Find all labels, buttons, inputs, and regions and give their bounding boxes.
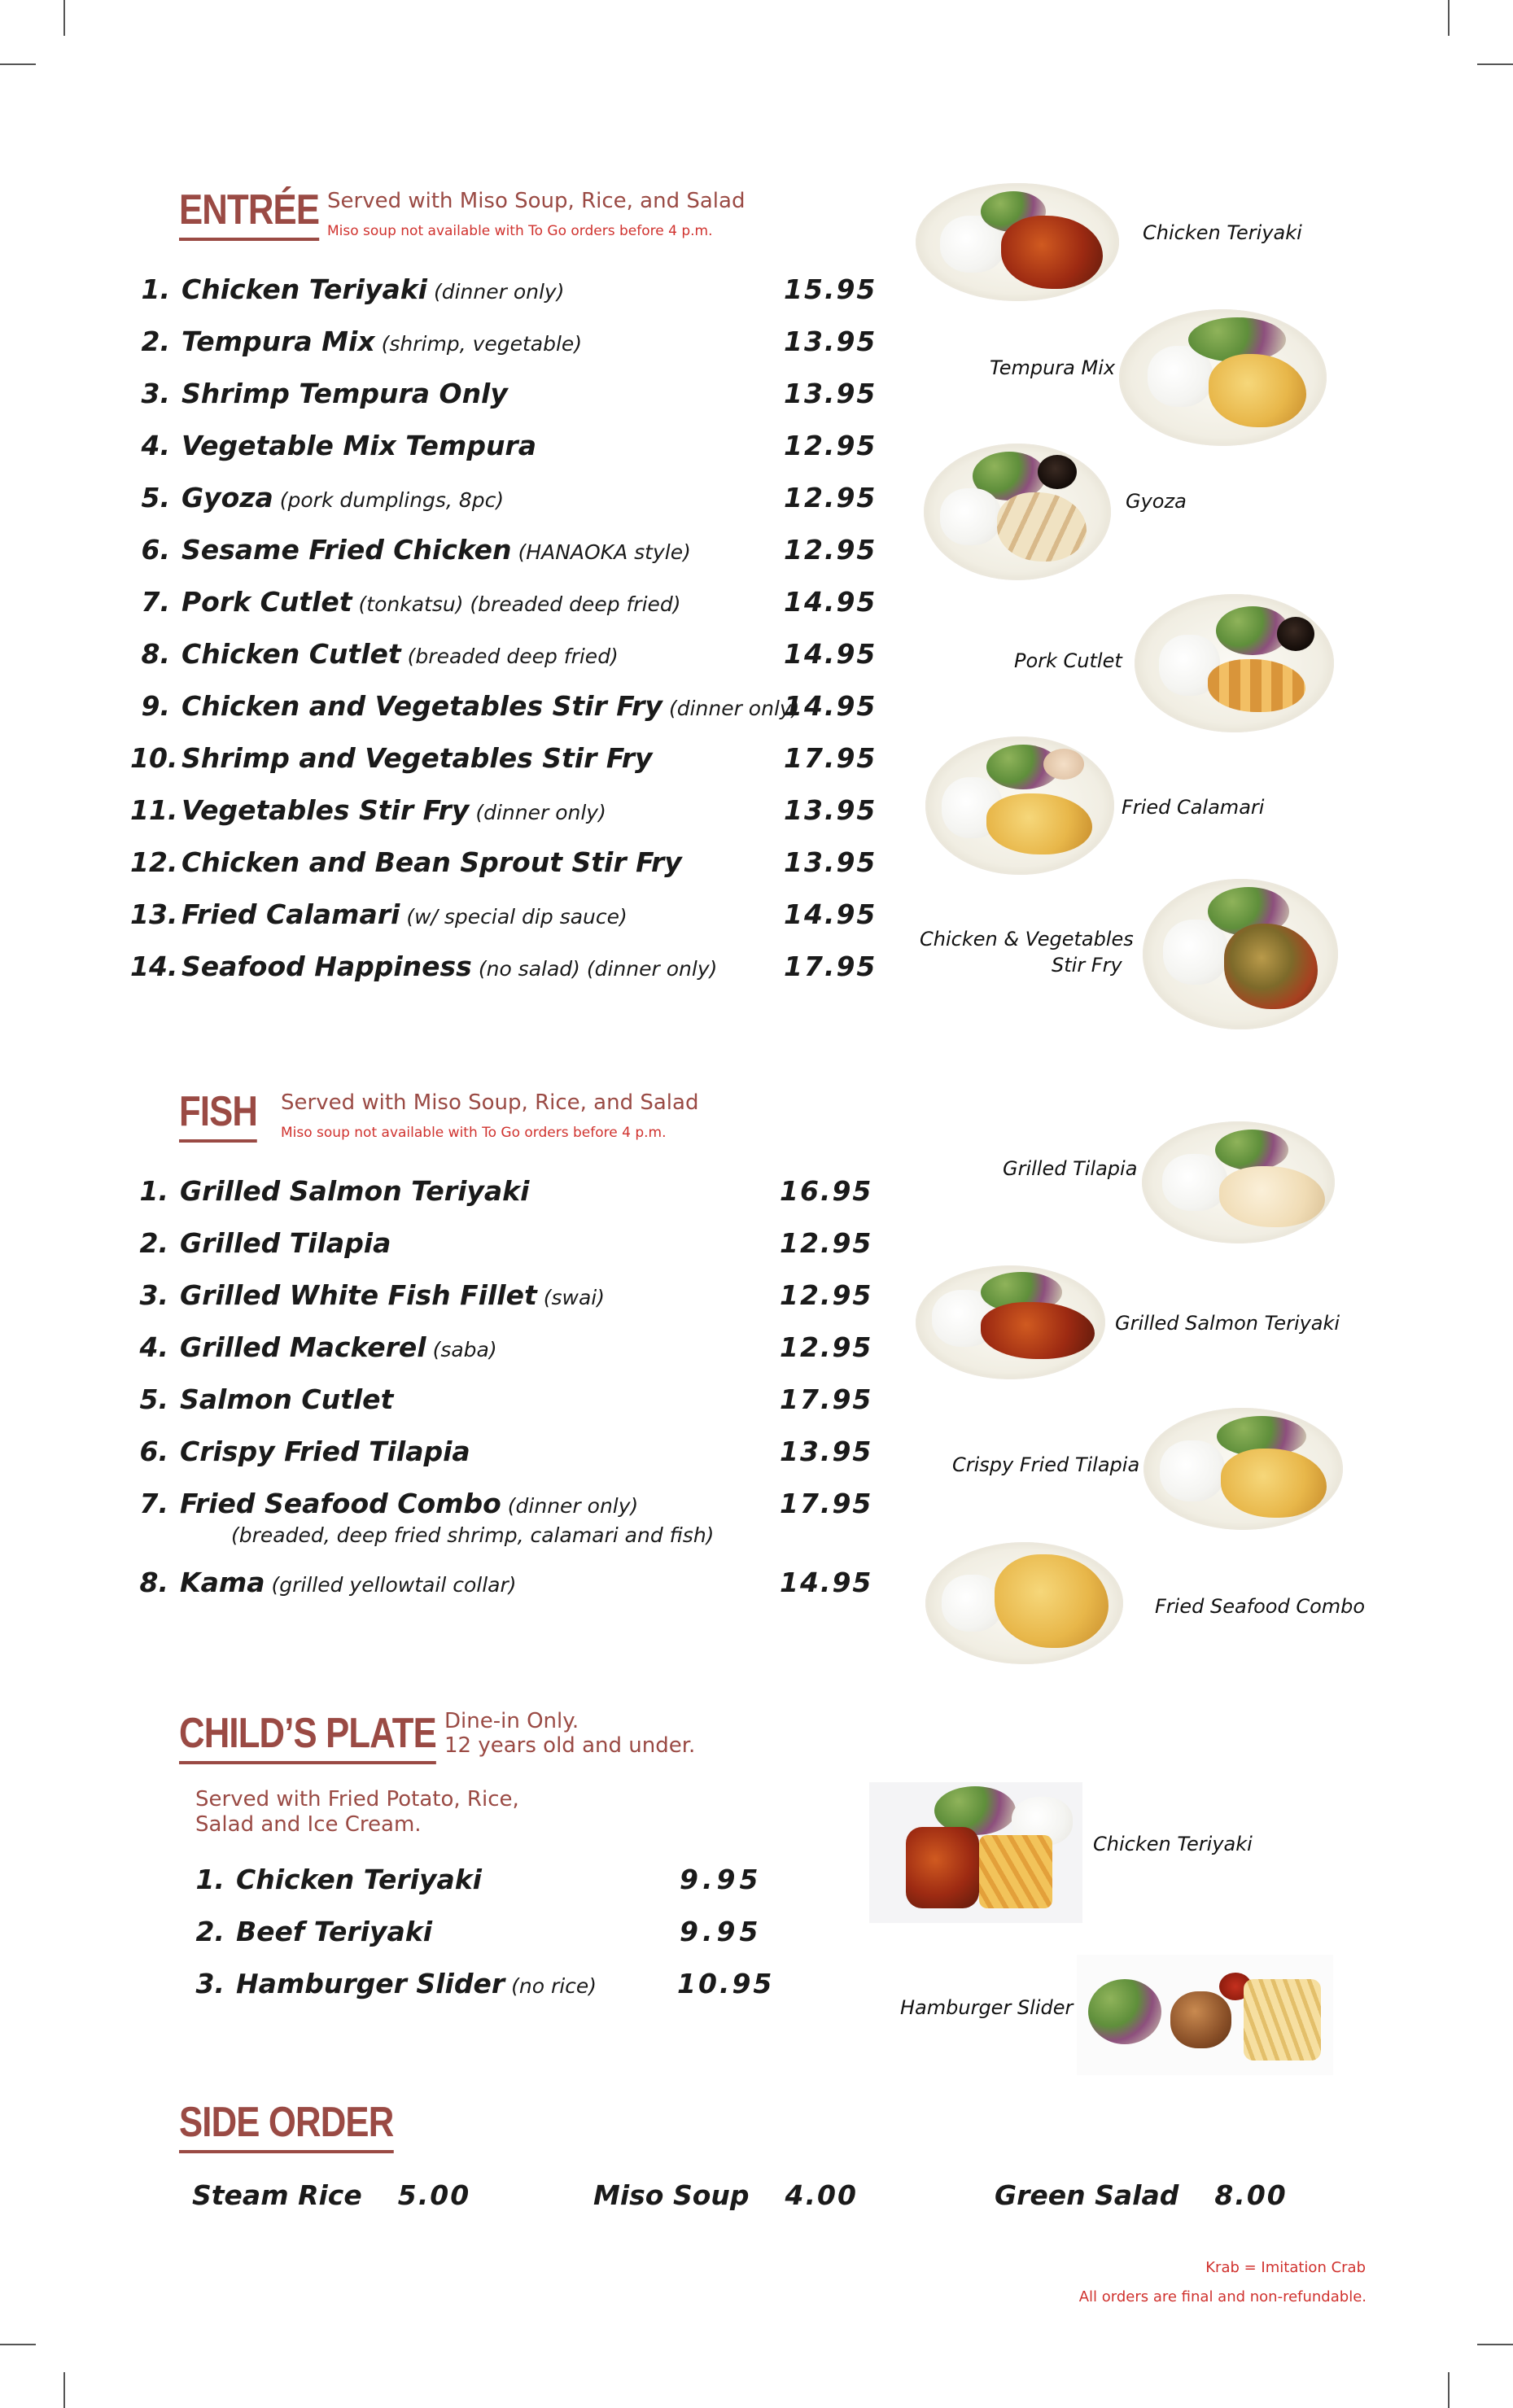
- menu-item: 8. Kama (grilled yellowtail collar): [139, 1567, 517, 1598]
- menu-item: 13. Fried Calamari (w/ special dip sauce): [130, 898, 628, 930]
- menu-item: 6. Sesame Fried Chicken (HANAOKA style): [141, 534, 691, 566]
- photo-label: Tempura Mix: [990, 356, 1116, 379]
- menu-item: 8. Chicken Cutlet (breaded deep fried): [141, 638, 619, 670]
- photo-label: Gyoza: [1126, 490, 1187, 513]
- menu-item: 7. Fried Seafood Combo (dinner only): [139, 1488, 639, 1519]
- menu-item-price: 14.95: [784, 638, 877, 670]
- menu-item: 4. Grilled Mackerel (saba): [139, 1331, 497, 1363]
- menu-item-price: 15.95: [784, 273, 877, 305]
- crop-mark: [0, 2344, 36, 2345]
- entree-title: ENTRÉE: [179, 189, 319, 241]
- photo-label: Hamburger Slider: [900, 1996, 1074, 2019]
- crop-mark: [1477, 2344, 1513, 2345]
- photo-label: Grilled Salmon Teriyaki: [1115, 1312, 1340, 1335]
- entree-note: Miso soup not available with To Go orders before 4 p.m.: [327, 223, 713, 239]
- side-order-item: Miso Soup 4.00: [593, 2179, 858, 2211]
- photo-chicken-teriyaki: [916, 183, 1119, 301]
- menu-item: 10. Shrimp and Vegetables Stir Fry: [130, 742, 653, 774]
- entree-subtitle: Served with Miso Soup, Rice, and Salad: [327, 189, 746, 213]
- menu-item-price: 14.95: [784, 690, 877, 722]
- menu-item: 1. Grilled Salmon Teriyaki: [139, 1175, 530, 1207]
- menu-item: 1. Chicken Teriyaki: [195, 1864, 482, 1895]
- menu-item: 5. Salmon Cutlet: [139, 1383, 394, 1415]
- footnote-krab: Krab = Imitation Crab: [1205, 2259, 1366, 2276]
- menu-item: 2. Beef Teriyaki: [195, 1916, 433, 1947]
- menu-item-price: 13.95: [784, 846, 877, 878]
- menu-item-price: 12.95: [780, 1279, 873, 1311]
- menu-item-price: 13.95: [784, 326, 877, 357]
- fish-subtitle: Served with Miso Soup, Rice, and Salad: [281, 1090, 699, 1115]
- photo-fried-seafood-combo: [925, 1542, 1123, 1664]
- photo-label: Stir Fry: [1052, 954, 1122, 977]
- menu-item-price: 13.95: [784, 378, 877, 409]
- menu-item: 3. Hamburger Slider (no rice): [195, 1968, 597, 1999]
- crop-mark: [63, 0, 65, 36]
- menu-item-price: 17.95: [780, 1488, 873, 1519]
- menu-item-price: 13.95: [784, 794, 877, 826]
- side-title: SIDE ORDER: [179, 2101, 393, 2153]
- photo-grilled-salmon-teriyaki: [916, 1265, 1105, 1379]
- photo-child-chicken-teriyaki: [869, 1782, 1082, 1923]
- photo-label: Fried Calamari: [1122, 796, 1265, 819]
- photo-grilled-tilapia: [1142, 1121, 1335, 1243]
- menu-item-price: 9.95: [680, 1864, 763, 1895]
- photo-crispy-fried-tilapia: [1143, 1408, 1343, 1530]
- child-age: 12 years old and under.: [444, 1733, 696, 1758]
- menu-item-price: 9.95: [680, 1916, 763, 1947]
- menu-item-price: 13.95: [780, 1436, 873, 1467]
- photo-label: Grilled Tilapia: [1003, 1157, 1138, 1180]
- menu-item: 2. Grilled Tilapia: [139, 1227, 391, 1259]
- child-served-with: Salad and Ice Cream.: [195, 1812, 422, 1837]
- crop-mark: [0, 63, 36, 65]
- child-dine-in: Dine-in Only.: [444, 1709, 579, 1733]
- menu-item-price: 10.95: [677, 1968, 775, 1999]
- menu-item: 7. Pork Cutlet (tonkatsu) (breaded deep fried): [141, 586, 681, 618]
- menu-item: 9. Chicken and Vegetables Stir Fry (dinner only): [141, 690, 800, 722]
- menu-item-price: 12.95: [784, 430, 877, 461]
- menu-item-price: 17.95: [780, 1383, 873, 1415]
- child-title: CHILD’S PLATE: [179, 1712, 436, 1764]
- menu-item: 11. Vegetables Stir Fry (dinner only): [130, 794, 606, 826]
- menu-item-price: 14.95: [780, 1567, 873, 1598]
- photo-tempura-mix: [1119, 309, 1327, 446]
- photo-gyoza: [924, 444, 1111, 580]
- menu-item: 3. Grilled White Fish Fillet (swai): [139, 1279, 605, 1311]
- photo-label: Pork Cutlet: [1014, 649, 1122, 672]
- side-order-item: Steam Rice 5.00: [192, 2179, 471, 2211]
- photo-chicken-vegetables-stir-fry: [1143, 879, 1338, 1029]
- photo-fried-calamari: [925, 736, 1114, 875]
- menu-item-price: 14.95: [784, 898, 877, 930]
- menu-item-price: 17.95: [784, 742, 877, 774]
- crop-mark: [1448, 0, 1450, 36]
- photo-label: Fried Seafood Combo: [1155, 1595, 1366, 1618]
- crop-mark: [1448, 2372, 1450, 2408]
- fish-title: FISH: [179, 1090, 257, 1143]
- photo-label: Chicken Teriyaki: [1143, 221, 1302, 244]
- menu-item: 14. Seafood Happiness (no salad) (dinner only): [130, 951, 718, 982]
- crop-mark: [63, 2372, 65, 2408]
- menu-item: 2. Tempura Mix (shrimp, vegetable): [141, 326, 583, 357]
- photo-child-hamburger-slider: [1077, 1955, 1333, 2075]
- fish-combo-detail: (breaded, deep fried shrimp, calamari and fish): [231, 1523, 715, 1547]
- crop-mark: [1477, 63, 1513, 65]
- menu-item: 4. Vegetable Mix Tempura: [141, 430, 536, 461]
- side-order-item: Green Salad 8.00: [995, 2179, 1288, 2211]
- menu-item: 1. Chicken Teriyaki (dinner only): [141, 273, 565, 305]
- menu-item-price: 16.95: [780, 1175, 873, 1207]
- menu-item-price: 12.95: [780, 1227, 873, 1259]
- menu-item: 3. Shrimp Tempura Only: [141, 378, 508, 409]
- photo-label: Chicken & Vegetables: [920, 928, 1134, 951]
- menu-item-price: 12.95: [780, 1331, 873, 1363]
- menu-item-price: 12.95: [784, 482, 877, 514]
- menu-item: 5. Gyoza (pork dumplings, 8pc): [141, 482, 505, 514]
- menu-item-price: 17.95: [784, 951, 877, 982]
- menu-item-price: 14.95: [784, 586, 877, 618]
- photo-label: Crispy Fried Tilapia: [952, 1453, 1140, 1476]
- photo-label: Chicken Teriyaki: [1093, 1833, 1253, 1855]
- photo-pork-cutlet: [1135, 594, 1334, 732]
- child-served-with: Served with Fried Potato, Rice,: [195, 1787, 519, 1811]
- menu-item: 12. Chicken and Bean Sprout Stir Fry: [130, 846, 682, 878]
- menu-item: 6. Crispy Fried Tilapia: [139, 1436, 470, 1467]
- fish-note: Miso soup not available with To Go orders before 4 p.m.: [281, 1125, 667, 1141]
- footnote-final-sale: All orders are final and non-refundable.: [1078, 2288, 1367, 2305]
- menu-item-price: 12.95: [784, 534, 877, 566]
